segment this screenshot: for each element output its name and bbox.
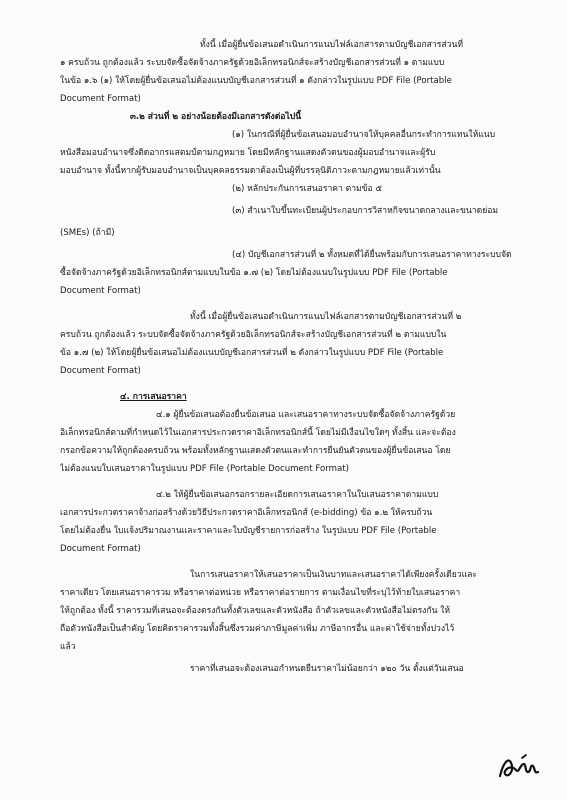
para41-line-2: อิเล็กทรอนิกส์ตามที่กำหนดไว้ในเอกสารประกวดราคาอิเล็กทรอนิกส์นี้ โดยไม่มีเงื่อนไขใดๆ ทั้งสิ้น และจะต้อง xyxy=(60,428,456,438)
handwritten-signature xyxy=(496,750,544,784)
item1-line-1: (๑) ในกรณีที่ผู้ยื่นข้อเสนอมอบอำนาจให้บุคคลอื่นกระทำการแทนให้แนบ xyxy=(232,130,496,140)
block2-line-2: ครบถ้วน ถูกต้องแล้ว ระบบจัดซื้อจัดจ้างภาครัฐด้วยอิเล็กทรอนิกส์จะสร้างบัญชีเอกสารส่วนที่ ๒ ตามแบบใน xyxy=(60,330,447,340)
para42-line-1: ๔.๒ ให้ผู้ยื่นข้อเสนอกรอกรายละเอียดการเสนอราคาในใบเสนอราคาตามแบบ xyxy=(156,490,439,500)
block2-line-4: Document Format) xyxy=(60,366,141,376)
block2-line-3: ข้อ ๑.๗ (๒) ให้โดยผู้ยื่นข้อเสนอไม่ต้องแนบบัญชีเอกสารส่วนที่ ๒ ดังกล่าวในรูปแบบ PDF File (Portable xyxy=(60,348,444,358)
para-price-line-1: ในการเสนอราคาให้เสนอราคาเป็นเงินบาทและเสนอราคาได้เพียงครั้งเดียวและ xyxy=(190,570,478,580)
item1-line-3: มอบอำนาจ ทั้งนี้หากผู้รับมอบอำนาจเป็นบุคคลธรรมดาต้องเป็นผู้ที่บรรลุนิติภาวะตามกฎหมายแล้วเท่านั้น xyxy=(60,166,441,176)
item4-line-3: Document Format) xyxy=(60,286,141,296)
para42-line-2: เอกสารประกวดราคาจ้างก่อสร้างด้วยวิธีประกวดราคาอิเล็กทรอนิกส์ (e-bidding) ข้อ ๑.๒ ให้ครบถ้วน xyxy=(60,508,433,518)
block1-line-4: Document Format) xyxy=(60,94,141,104)
para-price-line-2: ราคาเดียว โดยเสนอราคารวม หรือราคาต่อหน่วย หรือราคาต่อรายการ ตามเงื่อนไขที่ระบุไว้ท้ายใบเสนอราคา xyxy=(60,588,461,598)
item1-line-2: หนังสือมอบอำนาจซึ่งติดอากรแสตมป์ตามกฎหมาย โดยมีหลักฐานแสดงตัวตนของผู้มอบอำนาจและผู้รับ xyxy=(60,148,436,158)
para41-line-3: กรอกข้อความให้ถูกต้องครบถ้วน พร้อมทั้งหลักฐานแสดงตัวตนและทำการยืนยันตัวตนของผู้ยื่นข้อเสนอ โดย xyxy=(60,446,451,456)
para42-line-3: โดยไม่ต้องยื่น ใบแจ้งปริมาณงานและราคาและใบบัญชีรายการก่อสร้าง ในรูปแบบ PDF File (Portable xyxy=(60,526,437,536)
para-price-line-5: แล้ว xyxy=(60,642,76,652)
item3-line-2: (SMEs) (ถ้ามี) xyxy=(60,228,115,238)
item3-line-1: (๓) สำเนาใบขึ้นทะเบียนผู้ประกอบการวิสาหกิจขนาดกลางและขนาดย่อม xyxy=(232,206,499,216)
para-last-line: ราคาที่เสนอจะต้องเสนอกำหนดยืนราคาไม่น้อยกว่า ๑๒๐ วัน ตั้งแต่วันเสนอ xyxy=(190,664,464,674)
item2-line: (๒) หลักประกันการเสนอราคา ตามข้อ ๕ xyxy=(232,184,382,194)
para41-line-4: ไม่ต้องแนบใบเสนอราคาในรูปแบบ PDF File (Portable Document Format) xyxy=(60,464,349,474)
para-price-line-3: ให้ถูกต้อง ทั้งนี้ ราคารวมที่เสนอจะต้องตรงกันทั้งตัวเลขและตัวหนังสือ ถ้าตัวเลขและตัวหนังสือไม่ตรงกัน ให้ xyxy=(60,606,451,616)
item4-line-1: (๔) บัญชีเอกสารส่วนที่ ๒ ทั้งหมดที่ได้ยื่นพร้อมกับการเสนอราคาทางระบบจัด xyxy=(232,250,512,260)
block1-line-1: ทั้งนี้ เมื่อผู้ยื่นข้อเสนอดำเนินการแนบไฟล์เอกสารตามบัญชีเอกสารส่วนที่ xyxy=(200,40,463,50)
section-4-heading xyxy=(60,388,539,406)
block2-line-1: ทั้งนี้ เมื่อผู้ยื่นข้อเสนอดำเนินการแนบไฟล์เอกสารตามบัญชีเอกสารส่วนที่ ๒ xyxy=(190,312,462,322)
section-4-heading-text: ๔. การเสนอราคา xyxy=(120,392,187,402)
section-3-2-heading: ๓.๒ ส่วนที่ ๒ อย่างน้อยต้องมีเอกสารดังต่อไปนี้ xyxy=(130,112,302,122)
block1-line-2: ๑ ครบถ้วน ถูกต้องแล้ว ระบบจัดซื้อจัดจ้างภาครัฐด้วยอิเล็กทรอนิกส์จะสร้างบัญชีเอกสารส่วนที่ ๑ ตามแบบ xyxy=(60,58,445,68)
para42-line-4: Document Format) xyxy=(60,544,141,554)
para41-line-1: ๔.๑ ผู้ยื่นข้อเสนอต้องยื่นข้อเสนอ และเสนอราคาทางระบบจัดซื้อจัดจ้างภาครัฐด้วย xyxy=(156,410,456,420)
item4-line-2: ซื้อจัดจ้างภาครัฐด้วยอิเล็กทรอนิกส์ตามแบบในข้อ ๑.๗ (๒) โดยไม่ต้องแนบในรูปแบบ PDF File (Portable xyxy=(60,268,448,278)
signature-scribble-icon xyxy=(496,750,544,784)
para-price-line-4: ถือตัวหนังสือเป็นสำคัญ โดยคิดราคารวมทั้งสิ้นซึ่งรวมค่าภาษีมูลค่าเพิ่ม ภาษีอากรอื่น และค่าใช้จ่ายทั้งปวงไว้ xyxy=(60,624,455,634)
block1-line-3: ในข้อ ๑.๖ (๑) ให้โดยผู้ยื่นข้อเสนอไม่ต้องแนบบัญชีเอกสารส่วนที่ ๑ ดังกล่าวในรูปแบบ PDF File (Portable xyxy=(60,76,452,86)
